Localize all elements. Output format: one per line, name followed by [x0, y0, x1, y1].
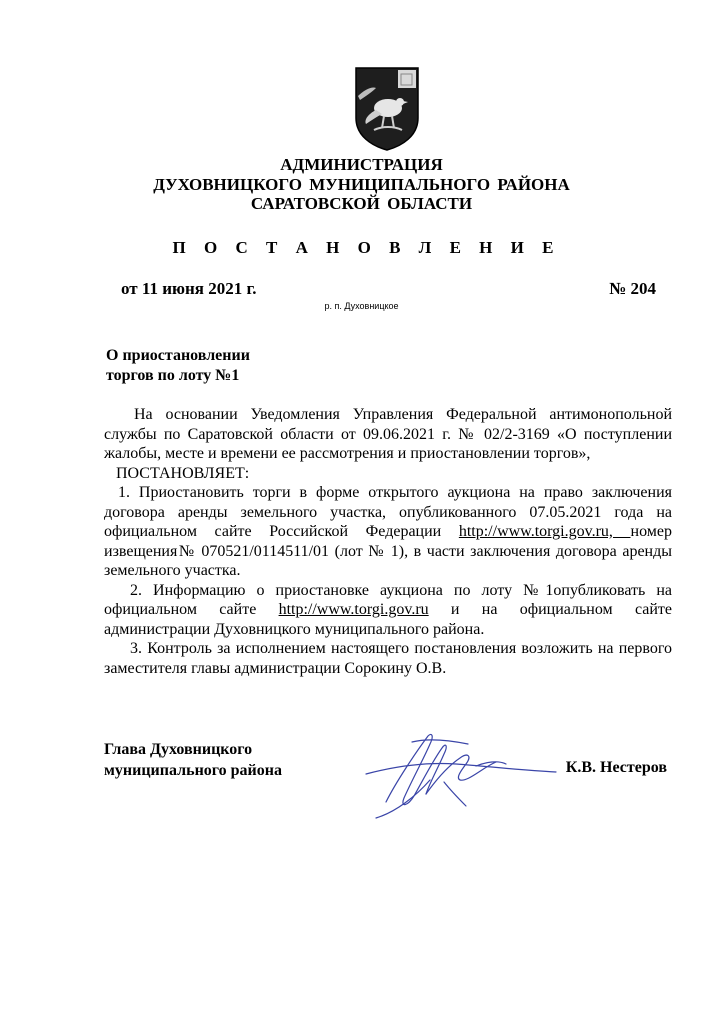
district-name: ДУХОВНИЦКОГО МУНИЦИПАЛЬНОГО РАЙОНА — [153, 175, 570, 194]
item-2-text-end: и на официальном сайте администрации Духовницкого муниципального района. — [104, 601, 673, 638]
document-place: р. п. Духовницкое — [324, 301, 399, 311]
document-date: от 11 июня 2021 г. — [121, 279, 257, 298]
item-1-text-end: номер извещения№ 070521/0114511/01 (лот № 1), в части заключения договора аренды земельного участка. — [104, 523, 672, 579]
subject-line: торгов по лоту №1 — [106, 367, 240, 384]
subject-line: О приостановлении — [106, 347, 250, 364]
document-number: № 204 — [609, 279, 656, 298]
intro-paragraph: На основании Уведомления Управления Федеральной антимонопольной службы по Саратовской области от 09.06.2021 г. № 02/2-3169 «О поступлении жалобы, месте и времени ее рассмотрения и приостановлении торгов», — [104, 406, 672, 462]
signature-title-line: Глава Духовницкого — [104, 741, 253, 758]
document-body — [104, 405, 672, 678]
signatory-name: К.В. Нестеров — [565, 759, 667, 776]
item-3-paragraph: 3. Контроль за исполнением настоящего постановления возложить на первого заместителя главы администрации Сорокину О.В. — [104, 640, 672, 677]
resolves-label: ПОСТАНОВЛЯЕТ: — [116, 464, 250, 482]
coat-of-arms-icon — [354, 66, 420, 152]
item-2-paragraph — [104, 581, 672, 640]
signature-title-line: муниципального района — [104, 762, 282, 779]
torgi-link[interactable]: http://www.torgi.gov.ru — [278, 601, 429, 618]
handwritten-signature — [356, 722, 566, 822]
torgi-link[interactable]: http://www.torgi.gov.ru, — [458, 523, 631, 540]
signature-title — [104, 739, 282, 781]
region-name: САРАТОВСКОЙ ОБЛАСТИ — [250, 194, 473, 213]
document-subject — [106, 346, 250, 386]
item-2-text: 2. Информацию о приостановке аукциона по лоту №1опубликовать на официальном сайте — [104, 581, 672, 618]
item-1-paragraph — [104, 483, 672, 581]
document-type: П О С Т А Н О В Л Е Н И Е — [172, 238, 561, 257]
item-1-text: 1. Приостановить торги в форме открытого аукциона на право заключения договора аренды земельного участка, опубликованного 07.05.2021 года на официальном сайте Российской Федерации — [104, 484, 672, 540]
organization-name: АДМИНИСТРАЦИЯ — [280, 155, 443, 174]
